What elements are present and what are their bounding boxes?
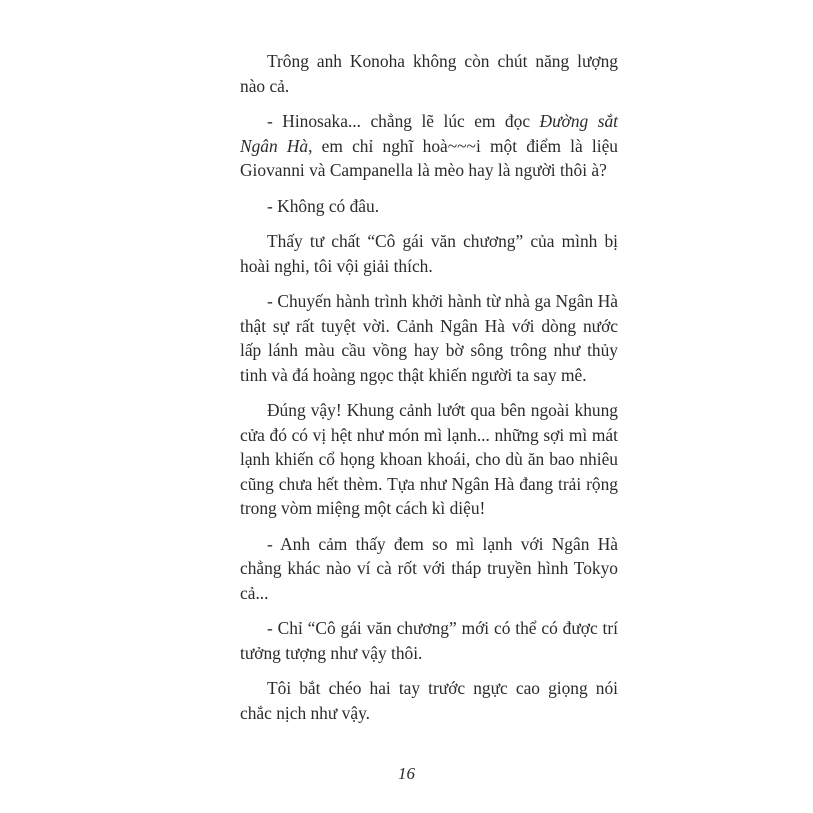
page-number: 16 <box>398 764 415 783</box>
paragraph-5: - Chuyến hành trình khởi hành từ nhà ga Ngân Hà thật sự rất tuyệt vời. Cảnh Ngân Hà với dòng nước lấp lánh màu cầu vồng hay bờ sông trông như thủy tinh và đá hoàng ngọc thật khiến người ta say mê. <box>240 291 618 385</box>
paragraph-9: Tôi bắt chéo hai tay trước ngực cao giọng nói chắc nịch như vậy. <box>240 678 618 723</box>
paragraph-2 <box>240 109 618 183</box>
paragraph-1: Trông anh Konoha không còn chút năng lượng nào cả. <box>240 51 618 96</box>
paragraph-8: - Chỉ “Cô gái văn chương” mới có thể có được trí tưởng tượng như vậy thôi. <box>240 618 618 663</box>
paragraph-2-end: , em chỉ nghĩ hoà~~~i một điểm là liệu Giovanni và Campanella là mèo hay là người thôi à? <box>240 135 618 180</box>
body-text <box>240 49 618 725</box>
paragraph-6: Đúng vậy! Khung cảnh lướt qua bên ngoài khung cửa đó có vị hệt như món mì lạnh... những sợi mì mát lạnh khiến cổ họng khoan khoái, cho dù ăn bao nhiêu cũng chưa hết thèm. Tựa như Ngân Hà đang trải rộng trong vòm miệng một cách kì diệu! <box>240 400 618 518</box>
paragraph-3: - Không có đâu. <box>267 195 380 216</box>
book-title-italic: Đường sắt Ngân Hà <box>240 111 619 156</box>
paragraph-4: Thấy tư chất “Cô gái văn chương” của mình bị hoài nghi, tôi vội giải thích. <box>240 231 618 276</box>
paragraph-7: - Anh cảm thấy đem so mì lạnh với Ngân Hà chẳng khác nào ví cà rốt với tháp truyền hình Tokyo cả... <box>240 533 618 603</box>
paragraph-2-start: - Hinosaka... chẳng lẽ lúc em đọc <box>267 111 540 131</box>
